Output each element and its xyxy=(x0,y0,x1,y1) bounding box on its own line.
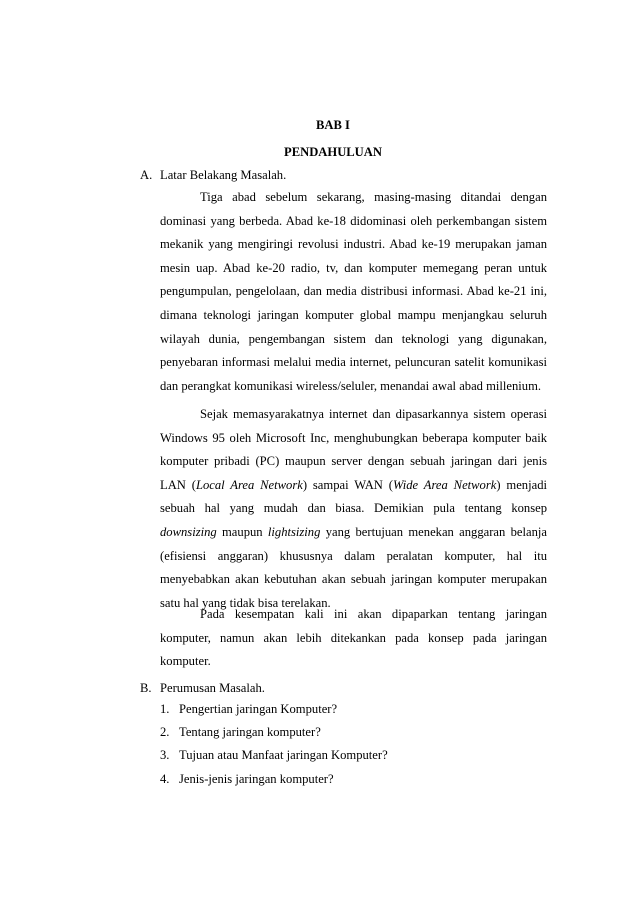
paragraph-2-part2: ) sampai WAN ( xyxy=(302,477,393,492)
section-a-letter: A. xyxy=(140,168,153,182)
chapter-title: PENDAHULUAN xyxy=(284,145,382,159)
list-item xyxy=(160,698,388,721)
list-item-number: 1. xyxy=(160,702,170,716)
paragraph-2-part1: Sejak memasyarakatnya internet dan dipasarkannya sistem operasi Windows 95 oleh Microsoft Inc, menghubungkan beberapa komputer baik komputer pribadi (PC) maupun server dengan sebuah jaringan dari jenis LAN ( xyxy=(160,407,547,492)
paragraph-1: Tiga abad sebelum sekarang, masing-masing ditandai dengan dominasi yang berbeda. Abad ke-18 didominasi oleh perkembangan sistem mekanik yang mengiringi revolusi industri. Abad ke-19 merupakan jaman mesin uap. Abad ke-20 radio, tv, dan komputer memegang peran untuk pengumpulan, pengelolaan, dan media distribusi informasi. Abad ke-21 ini, dimana teknologi jaringan komputer global mampu menjangkau seluruh wilayah dunia, pengembangan sistem dan teknologi yang digunakan, penyebaran informasi melalui media internet, peluncuran satelit komunikasi dan perangkat komunikasi wireless/seluler, menandai awal abad millenium. xyxy=(160,190,547,393)
list-item xyxy=(160,768,388,791)
paragraph-2-part4: maupun xyxy=(216,524,268,539)
term-lan: Local Area Network xyxy=(195,477,303,492)
term-downsizing: downsizing xyxy=(160,524,217,539)
section-a-heading xyxy=(140,168,286,183)
list-item-text: Tentang jaringan komputer? xyxy=(179,725,321,740)
section-b-letter: B. xyxy=(140,681,152,695)
section-a-title: Latar Belakang Masalah. xyxy=(160,168,287,182)
list-item xyxy=(160,721,388,744)
term-lightsizing: lightsizing xyxy=(267,524,321,539)
list-item-number: 4. xyxy=(160,771,170,786)
paragraph-2-part5: yang bertujuan menekan anggaran belanja (efisiensi anggaran) khususnya dalam peralatan komputer, hal itu menyebabkan akan kebutuhan akan sebuah jaringan komputer merupakan satu hal yang tidak bisa terelakan. xyxy=(160,524,547,610)
paragraph-2-part3: ) menjadi sebuah hal yang mudah dan biasa. Demikian pula tentang konsep xyxy=(160,477,547,516)
list-item-text: Tujuan atau Manfaat jaringan Komputer? xyxy=(179,748,388,763)
paragraph-2 xyxy=(160,403,547,615)
list-item-number: 3. xyxy=(160,748,170,763)
term-wan: Wide Area Network xyxy=(392,477,497,492)
section-b-title: Perumusan Masalah. xyxy=(160,681,265,695)
list-item-text: Pengertian jaringan Komputer? xyxy=(179,702,338,716)
problem-list xyxy=(160,698,388,791)
list-item-number: 2. xyxy=(160,725,170,740)
paragraph-3: Pada kesempatan kali ini akan dipaparkan tentang jaringan komputer, namun akan lebih ditekankan pada konsep pada jaringan komputer. xyxy=(160,607,547,669)
chapter-number: BAB I xyxy=(316,118,350,132)
list-item xyxy=(160,744,388,767)
section-b-heading xyxy=(140,681,265,696)
list-item-text: Jenis-jenis jaringan komputer? xyxy=(179,771,334,786)
